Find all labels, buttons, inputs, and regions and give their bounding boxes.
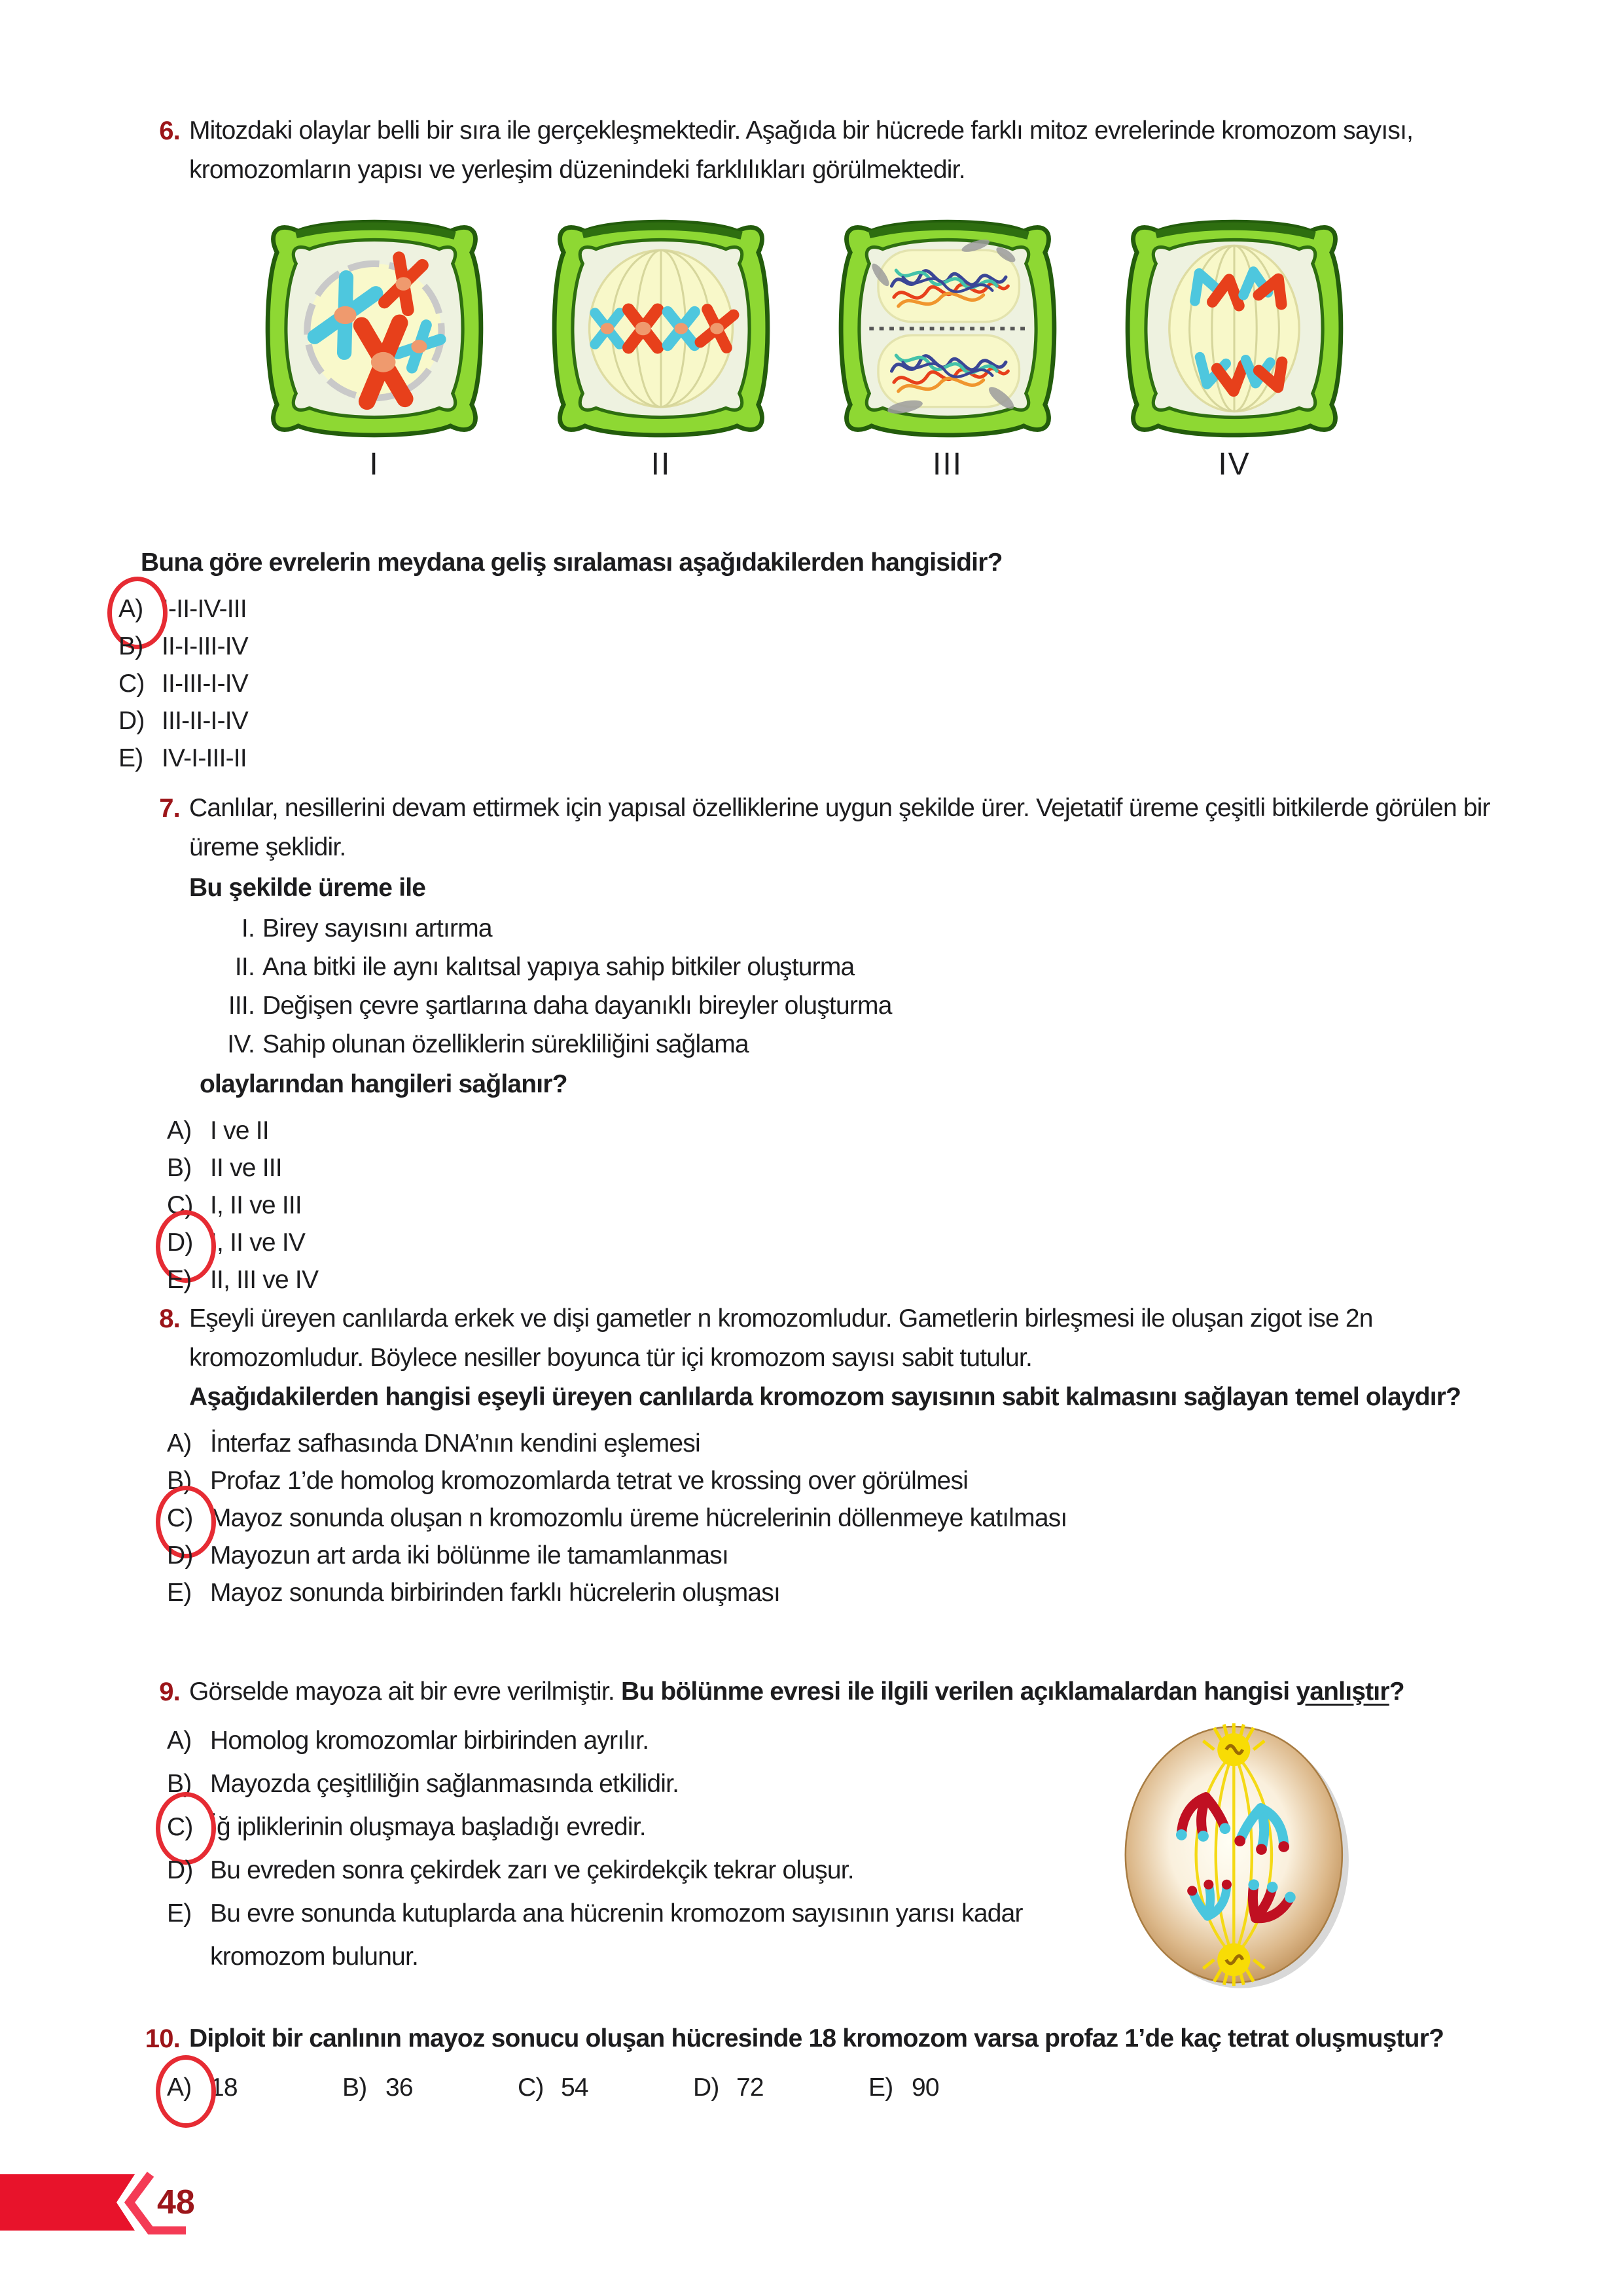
option-b	[167, 1763, 1083, 1806]
plant-cell-prophase-figure	[262, 213, 486, 444]
option-c-letter: C)	[167, 1191, 193, 1219]
question-7-options	[167, 1112, 1495, 1299]
option-e	[167, 1261, 1495, 1299]
question-7	[141, 789, 1499, 1299]
question-8	[141, 1299, 1499, 1611]
question-9-stem	[189, 1672, 1495, 1712]
plant-cell-telophase-figure	[836, 213, 1060, 444]
item-2-text: Ana bitki ile aynı kalıtsal yapıya sahip bitkiler oluşturma	[262, 953, 855, 981]
option-a	[167, 1425, 1495, 1462]
option-d-text: 72	[736, 2073, 764, 2102]
question-9	[141, 1672, 1499, 1979]
option-c	[118, 665, 1499, 702]
option-c-letter: C)	[518, 2073, 544, 2102]
question-9-stem-underlined: yanlıştır	[1296, 1677, 1389, 1706]
option-c-text: I, II ve III	[210, 1191, 302, 1219]
option-a-text: İnterfaz safhasında DNA’nın kendini eşlemesi	[210, 1429, 700, 1458]
option-b-text: II ve III	[210, 1154, 282, 1182]
option-e-text: IV-I-III-II	[162, 744, 247, 772]
option-a-letter: A)	[167, 1429, 192, 1458]
meiosis-cell-illustration	[1103, 1717, 1374, 1990]
option-c-text: II-III-I-IV	[162, 670, 249, 698]
option-a-letter: A)	[167, 1117, 192, 1145]
option-d-text: Mayozun art arda iki bölünme ile tamamlanması	[210, 1541, 729, 1570]
option-c-text: Mayoz sonunda oluşan n kromozomlu üreme hücrelerinin döllenmeye katılması	[210, 1504, 1067, 1532]
page-number: 48	[157, 2183, 195, 2221]
option-b-letter: B)	[167, 1154, 192, 1182]
option-d	[167, 1224, 1495, 1261]
option-c	[167, 1187, 1495, 1224]
question-7-items	[189, 909, 1495, 1064]
question-6-text: Mitozdaki olaylar belli bir sıra ile gerçekleşmektedir. Aşağıda bir hücrede farklı mitoz evrelerinde kromozom sayısı, kromozomların yapısı ve yerleşim düzenindeki farklılıkları görülmektedir.	[189, 117, 1414, 184]
question-6-stem: Buna göre evrelerin meydana geliş sıralaması aşağıdakilerden hangisidir?	[141, 548, 1003, 577]
question-10-options	[167, 2069, 1495, 2106]
figure-stage-2	[549, 213, 773, 482]
option-c-letter: C)	[167, 1806, 210, 1849]
option-b-text: 36	[385, 2073, 413, 2102]
option-a	[167, 2069, 342, 2106]
item-4	[189, 1025, 1495, 1064]
option-b-text: Profaz 1’de homolog kromozomlarda tetrat ve krossing over görülmesi	[210, 1467, 969, 1495]
item-4-numeral: IV.	[227, 1030, 255, 1058]
option-d	[693, 2069, 868, 2106]
option-d	[118, 702, 1499, 740]
question-6	[118, 111, 1499, 777]
option-d-text: I, II ve IV	[210, 1229, 306, 1257]
option-b-letter: B)	[342, 2073, 367, 2102]
option-e	[167, 1574, 1495, 1611]
option-a	[167, 1112, 1495, 1149]
option-c-letter: C)	[167, 1499, 210, 1537]
option-e	[167, 1892, 1083, 1979]
figure-stage-4	[1122, 213, 1346, 482]
option-a-letter: A)	[118, 590, 162, 628]
option-b	[118, 628, 1499, 665]
item-3-numeral: III.	[228, 992, 255, 1020]
plant-cell-metaphase-figure	[549, 213, 773, 444]
option-b-text: II-I-III-IV	[162, 632, 249, 660]
figure-label-2: II	[651, 447, 671, 482]
item-2	[189, 948, 1495, 986]
option-a-text: I ve II	[210, 1117, 269, 1145]
option-c-text: İğ ipliklerinin oluşmaya başladığı evredir.	[210, 1813, 646, 1841]
option-a-letter: A)	[167, 1727, 192, 1755]
option-c	[167, 1499, 1495, 1537]
item-2-numeral: II.	[234, 953, 255, 981]
option-d	[167, 1849, 1083, 1892]
option-b	[167, 1149, 1495, 1187]
figure-label-4: IV	[1218, 447, 1251, 482]
question-9-stem-bold: Bu bölünme evresi ile ilgili verilen açıklamalardan hangisi	[620, 1677, 1296, 1706]
item-1-text: Birey sayısını artırma	[262, 914, 492, 942]
item-3	[189, 986, 1495, 1025]
option-c-text: 54	[561, 2073, 588, 2102]
option-a	[167, 1719, 1083, 1763]
option-b-letter: B)	[118, 632, 143, 660]
option-a-text: 18	[210, 2073, 238, 2102]
figure-stage-1	[262, 213, 486, 482]
option-a-text: I-II-IV-III	[162, 595, 247, 623]
question-7-lead: Bu şekilde üreme ile	[189, 874, 426, 902]
question-8-number: 8.	[159, 1304, 180, 1333]
option-c-letter: C)	[118, 670, 145, 698]
option-e-letter: E)	[118, 744, 143, 772]
option-e-letter: E)	[167, 1899, 192, 1928]
figure-label-1: I	[369, 447, 380, 482]
meiosis-anaphase-figure	[1103, 1717, 1374, 1990]
item-3-text: Değişen çevre şartlarına daha dayanıklı bireyler oluşturma	[262, 992, 892, 1020]
question-10-number: 10.	[145, 2024, 180, 2053]
option-a-text: Homolog kromozomlar birbirinden ayrılır.	[210, 1727, 649, 1755]
question-9-number: 9.	[159, 1677, 180, 1706]
option-e-letter: E)	[167, 1266, 192, 1294]
option-d-text: III-II-I-IV	[162, 707, 249, 735]
option-e	[868, 2069, 1044, 2106]
option-e-text: 90	[912, 2073, 939, 2102]
option-d-letter: D)	[167, 1541, 193, 1570]
option-e-text: Bu evre sonunda kutuplarda ana hücrenin kromozom sayısının yarısı kadar kromozom bulunur.	[210, 1899, 1023, 1971]
question-6-number: 6.	[159, 117, 180, 145]
figure-label-3: III	[932, 447, 963, 482]
option-b-text: Mayozda çeşitliliğin sağlanmasında etkilidir.	[210, 1770, 679, 1798]
option-d-text: Bu evreden sonra çekirdek zarı ve çekirdekçik tekrar oluşur.	[210, 1856, 854, 1884]
question-9-stem-suffix: ?	[1389, 1677, 1404, 1706]
question-6-options	[118, 590, 1499, 777]
option-e-text: Mayoz sonunda birbirinden farklı hücrelerin oluşması	[210, 1579, 781, 1607]
option-b	[342, 2069, 518, 2106]
question-7-stem: olaylarından hangileri sağlanır?	[200, 1070, 567, 1098]
option-d-letter: D)	[693, 2073, 719, 2102]
question-8-text: Eşeyli üreyen canlılarda erkek ve dişi gametler n kromozomludur. Gametlerin birleşmesi ile oluşan zigot ise 2n kromozomludur. Böylece nesiller boyunca tür içi kromozom sayısı sabit tutulur.	[189, 1304, 1373, 1372]
question-7-text: Canlılar, nesillerini devam ettirmek için yapısal özelliklerine uygun şekilde ürer. Vejetatif üreme çeşitli bitkilerde görülen bir üreme şeklidir.	[189, 794, 1490, 861]
option-d-letter: D)	[118, 707, 145, 735]
question-8-stem: Aşağıdakilerden hangisi eşeyli üreyen canlılarda kromozom sayısının sabit kalmasını sağlayan temel olaydır?	[189, 1383, 1461, 1411]
question-7-number: 7.	[159, 794, 180, 823]
item-4-text: Sahip olunan özelliklerin sürekliliğini sağlama	[262, 1030, 749, 1058]
plant-cell-anaphase-figure	[1122, 213, 1346, 444]
option-d-letter: D)	[167, 1856, 193, 1884]
option-b-letter: B)	[167, 1467, 192, 1495]
option-e	[118, 740, 1499, 777]
figure-stage-3	[836, 213, 1060, 482]
item-1-numeral: I.	[241, 914, 255, 942]
question-10	[141, 2019, 1499, 2106]
option-b	[167, 1462, 1495, 1499]
option-d	[167, 1537, 1495, 1574]
item-1	[189, 909, 1495, 948]
mitosis-stage-figures	[262, 213, 1499, 482]
option-a-letter: A)	[167, 2069, 210, 2106]
option-c	[518, 2069, 693, 2106]
footer-red-banner	[0, 2174, 135, 2231]
option-b-letter: B)	[167, 1770, 192, 1798]
option-e-text: II, III ve IV	[210, 1266, 319, 1294]
option-e-letter: E)	[868, 2073, 893, 2102]
question-9-intro: Görselde mayoza ait bir evre verilmiştir.	[189, 1677, 621, 1706]
option-a	[118, 590, 1499, 628]
option-c	[167, 1806, 1083, 1849]
question-10-stem: Diploit bir canlının mayoz sonucu oluşan hücresinde 18 kromozom varsa profaz 1’de kaç tetrat oluşmuştur?	[189, 2024, 1444, 2053]
option-e-letter: E)	[167, 1579, 192, 1607]
question-8-options	[167, 1425, 1495, 1611]
option-d-letter: D)	[167, 1224, 210, 1261]
question-9-options	[167, 1719, 1083, 1979]
